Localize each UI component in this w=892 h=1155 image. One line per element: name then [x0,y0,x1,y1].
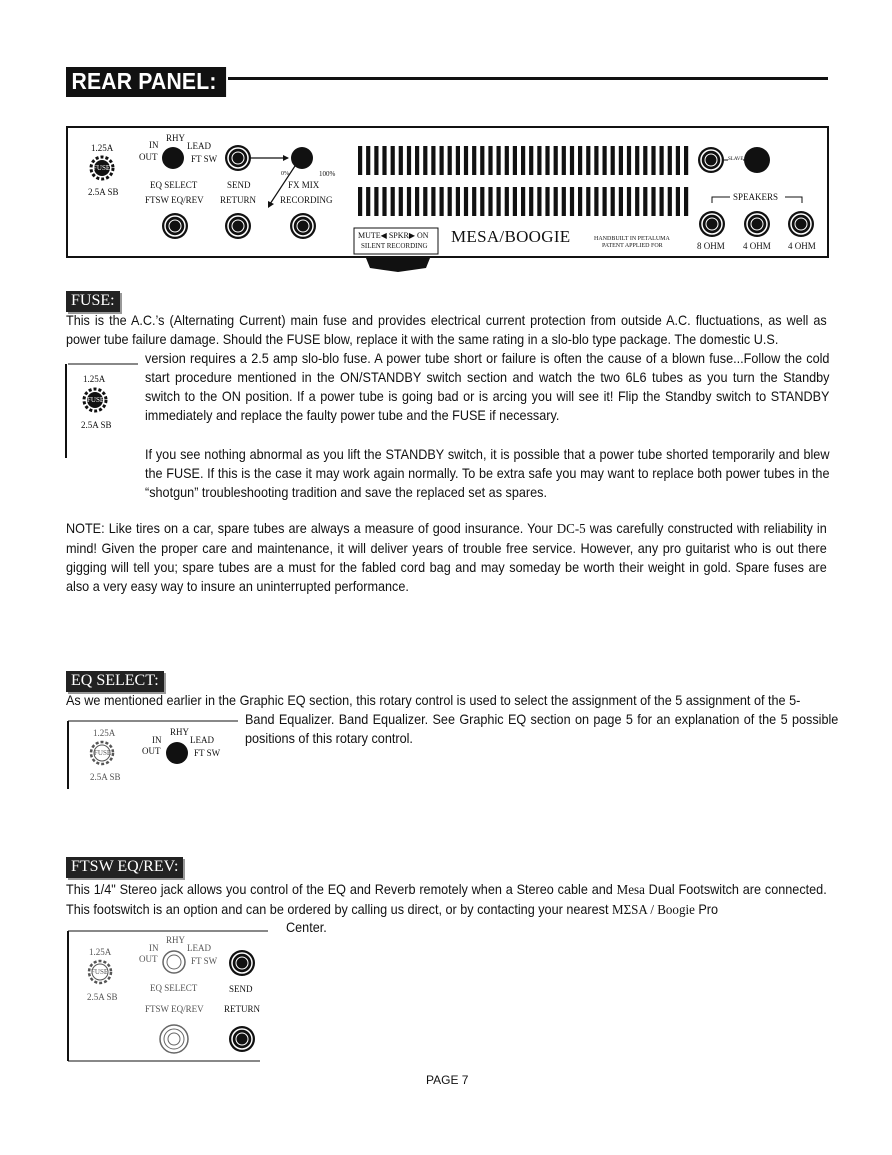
page-title: REAR PANEL: [66,67,226,97]
ftsw-detail-lead: LEAD [187,943,211,953]
vent-slot [488,146,492,175]
speaker-8ohm-label: 8 OHM [697,241,725,251]
eq-detail-lead: LEAD [190,735,214,745]
ftsw-detail-ftsw-eq-rev: FTSW EQ/REV [145,1004,204,1014]
ftsw-detail-ftsw: FT SW [191,956,218,966]
vent-slot [358,187,362,216]
vent-slot [570,146,574,175]
speaker-4ohm-label-2: 4 OHM [788,241,816,251]
patent-label: PATENT APPLIED FOR [602,243,663,249]
vent-slot [570,187,574,216]
vent-slot [545,187,549,216]
vent-slot [472,146,476,175]
vent-slot [562,146,566,175]
fuse-detail-sb: 2.5A SB [81,420,112,430]
vent-slot [415,187,419,216]
vent-slot [407,146,411,175]
vent-slot [521,187,525,216]
fuse-paragraph-2: If you see nothing abnormal as you lift the STANDBY switch, it is possible that a power tube shorted temporarily and blew the FUSE. If this is the case it may work again normally. To be extra safe you may want to replace both power tubes in the “shotgun” troubleshooting tradition and save the replaced set as spares. [145,447,830,500]
vent-slot [399,146,403,175]
eq-detail-fuse-sb: 2.5A SB [90,772,121,782]
vent-slot [684,187,688,216]
eq-detail-fuse-rating: 1.25A [93,728,116,738]
fuse-detail-label: FUSE [87,396,105,404]
ftsw-eq-rev-label: FTSW EQ/REV [145,195,204,205]
eq-section-title: EQ SELECT: [66,671,164,692]
lead-label: LEAD [187,141,211,151]
ftsw-detail-fuse-sb: 2.5A SB [87,992,118,1002]
ftsw-detail-return: RETURN [224,1004,260,1014]
vent-slot [660,146,664,175]
vent-slot [619,146,623,175]
vent-slot [497,146,501,175]
vent-slot [627,187,631,216]
vent-slot [562,187,566,216]
vent-slot [431,187,435,216]
vent-slot [586,146,590,175]
return-label: RETURN [220,195,256,205]
fuse-paragraph-1: This is the A.C.’s (Alternating Current) main fuse and provides electrical current protection from outside A.C. fluctuations, as well as power tube failure damage. Should the FUSE blow, replace it with the same rating in a slo-blo type package. The domestic U.S. [66,313,827,347]
vent-slot [619,187,623,216]
fx-mix-label: FX MIX [288,180,320,190]
eq-detail-in: IN [152,735,162,745]
eq-select-label: EQ SELECT [150,180,198,190]
vent-slot [578,146,582,175]
ftsw-detail-fuse-label: FUSE [91,968,109,976]
vent-slot [456,146,460,175]
fuse-section-title: FUSE: [66,291,120,312]
vent-slot [586,187,590,216]
ftsw-label: FT SW [191,154,218,164]
fuse-paragraph-1-cont: version requires a 2.5 amp slo-blo fuse. A power tube short or failure is often the cause of a blown fuse...Follow the cold start procedure mentioned in the ON/STANDBY switch section and watch the two 6L6 tubes as you turn the Standby switch to the ON position. If a power tube is going bad or is arcing you will see it! Flip the Standby switch to STANDBY immediately and replace the faulty power tube and the FUSE if necessary. [145,351,830,423]
vent-slot [594,187,598,216]
vent-slot [480,146,484,175]
vent-slot [448,146,452,175]
eq-detail-ftsw: FT SW [194,748,221,758]
ftsw-paragraph-1-cont: Center. [286,920,327,935]
vent-slot [440,146,444,175]
vent-slot [578,187,582,216]
eq-select-knob [162,147,184,169]
vent-slot [480,187,484,216]
vent-slot [603,187,607,216]
vent-slot [374,187,378,216]
vent-slot [668,187,672,216]
vent-slot [374,146,378,175]
vent-slot [537,146,541,175]
vent-slot [488,187,492,216]
vent-slot [529,146,533,175]
vent-slot [407,187,411,216]
fuse-note: NOTE: Like tires on a car, spare tubes are always a measure of good insurance. Your DC-5 was carefully constructed with reliability in mind! Given the proper care and maintenance, it will deliver years of trouble free service. However, any pro guitarist who is out there gigging will tell you; spare tubes are a must for the fabled cord bag and may someday be worth their weight in gold. Spare fuses are also a very easy way to insure an uninterrupted performance. [66,521,827,594]
ftsw-detail-send: SEND [229,984,253,994]
silent-recording-label: SILENT RECORDING [361,242,428,250]
mute-switch-label: MUTE◀ SPKR▶ ON [358,231,429,240]
vent-slot [651,187,655,216]
vent-slot [668,146,672,175]
ftsw-detail-eq-select: EQ SELECT [150,983,198,993]
fuse-sb-label: 2.5A SB [88,187,119,197]
vent-slot [611,187,615,216]
out-label: OUT [139,152,158,162]
eq-detail-fuse-label: FUSE [94,749,112,757]
in-label: IN [149,140,159,150]
vent-slot [684,146,688,175]
vent-slot [635,187,639,216]
vent-slot [603,146,607,175]
send-label: SEND [227,180,251,190]
vent-slot [635,146,639,175]
eq-detail-out: OUT [142,746,161,756]
vent-slot [497,187,501,216]
vent-slot [513,146,517,175]
vent-slot [415,146,419,175]
rhy-label: RHY [166,133,186,143]
vent-slot [464,187,468,216]
ftsw-detail-fuse-rating: 1.25A [89,947,112,957]
fuse-detail-rating: 1.25A [83,374,106,384]
ftsw-detail-in: IN [149,943,159,953]
vent-slot [611,146,615,175]
vent-slot [643,187,647,216]
vent-slot [651,146,655,175]
ftsw-detail-rhy: RHY [166,935,186,945]
vent-slot [472,187,476,216]
fx-mix-min-label: 0% [281,171,289,177]
ftsw-section-title: FTSW EQ/REV: [66,857,183,878]
slave-label: SLAVE [728,157,744,162]
page-number: PAGE 7 [426,1073,469,1087]
vent-slot [529,187,533,216]
eq-paragraph-1-cont: Band Equalizer. Band Equalizer. See Graphic EQ section on page 5 for an explanation of the 5 possible positions of this rotary control. [245,712,839,746]
vent-slot [537,187,541,216]
vent-slot [366,187,370,216]
vent-slot [676,187,680,216]
vent-slot [627,146,631,175]
vent-slot [391,146,395,175]
vent-slot [464,146,468,175]
vent-slot [456,187,460,216]
fuse-label: FUSE [93,164,111,172]
vent-slot [660,187,664,216]
mesa-boogie-logo: MESA/BOOGIE [451,227,571,246]
fuse-rating-label: 1.25A [91,143,114,153]
eq-paragraph-1: As we mentioned earlier in the Graphic EQ section, this rotary control is used to select the assignment of the 5 assignment of the 5- [66,693,801,708]
vent-slot [513,187,517,216]
vent-slot [545,146,549,175]
fx-mix-max-label: 100% [319,170,336,178]
vent-slot [423,187,427,216]
vent-slot [431,146,435,175]
vent-slot [676,146,680,175]
ftsw-paragraph-1: This 1/4" Stereo jack allows you control of the EQ and Reverb remotely when a Stereo cable and Mesa Dual Footswitch are connected. This footswitch is an option and can be ordered by calling us direct, or by contacting your nearest MΣSA / Boogie Pro [66,882,827,918]
vent-slot [382,187,386,216]
vent-slot [399,187,403,216]
vent-slot [554,146,558,175]
vent-slot [391,187,395,216]
vent-slot [643,146,647,175]
vent-slot [423,146,427,175]
vent-slots [358,146,688,216]
vent-slot [382,146,386,175]
vent-slot [358,146,362,175]
vent-slot [521,146,525,175]
speaker-4ohm-label-1: 4 OHM [743,241,771,251]
vent-slot [554,187,558,216]
vent-slot [505,146,509,175]
ftsw-detail-out: OUT [139,954,158,964]
recording-label: RECORDING [280,195,333,205]
handbuilt-label: HANDBUILT IN PETALUMA [594,236,670,242]
vent-slot [505,187,509,216]
eq-detail-rhy: RHY [170,727,190,737]
vent-slot [594,146,598,175]
vent-slot [366,146,370,175]
vent-slot [448,187,452,216]
speakers-label: SPEAKERS [733,192,779,202]
vent-slot [440,187,444,216]
